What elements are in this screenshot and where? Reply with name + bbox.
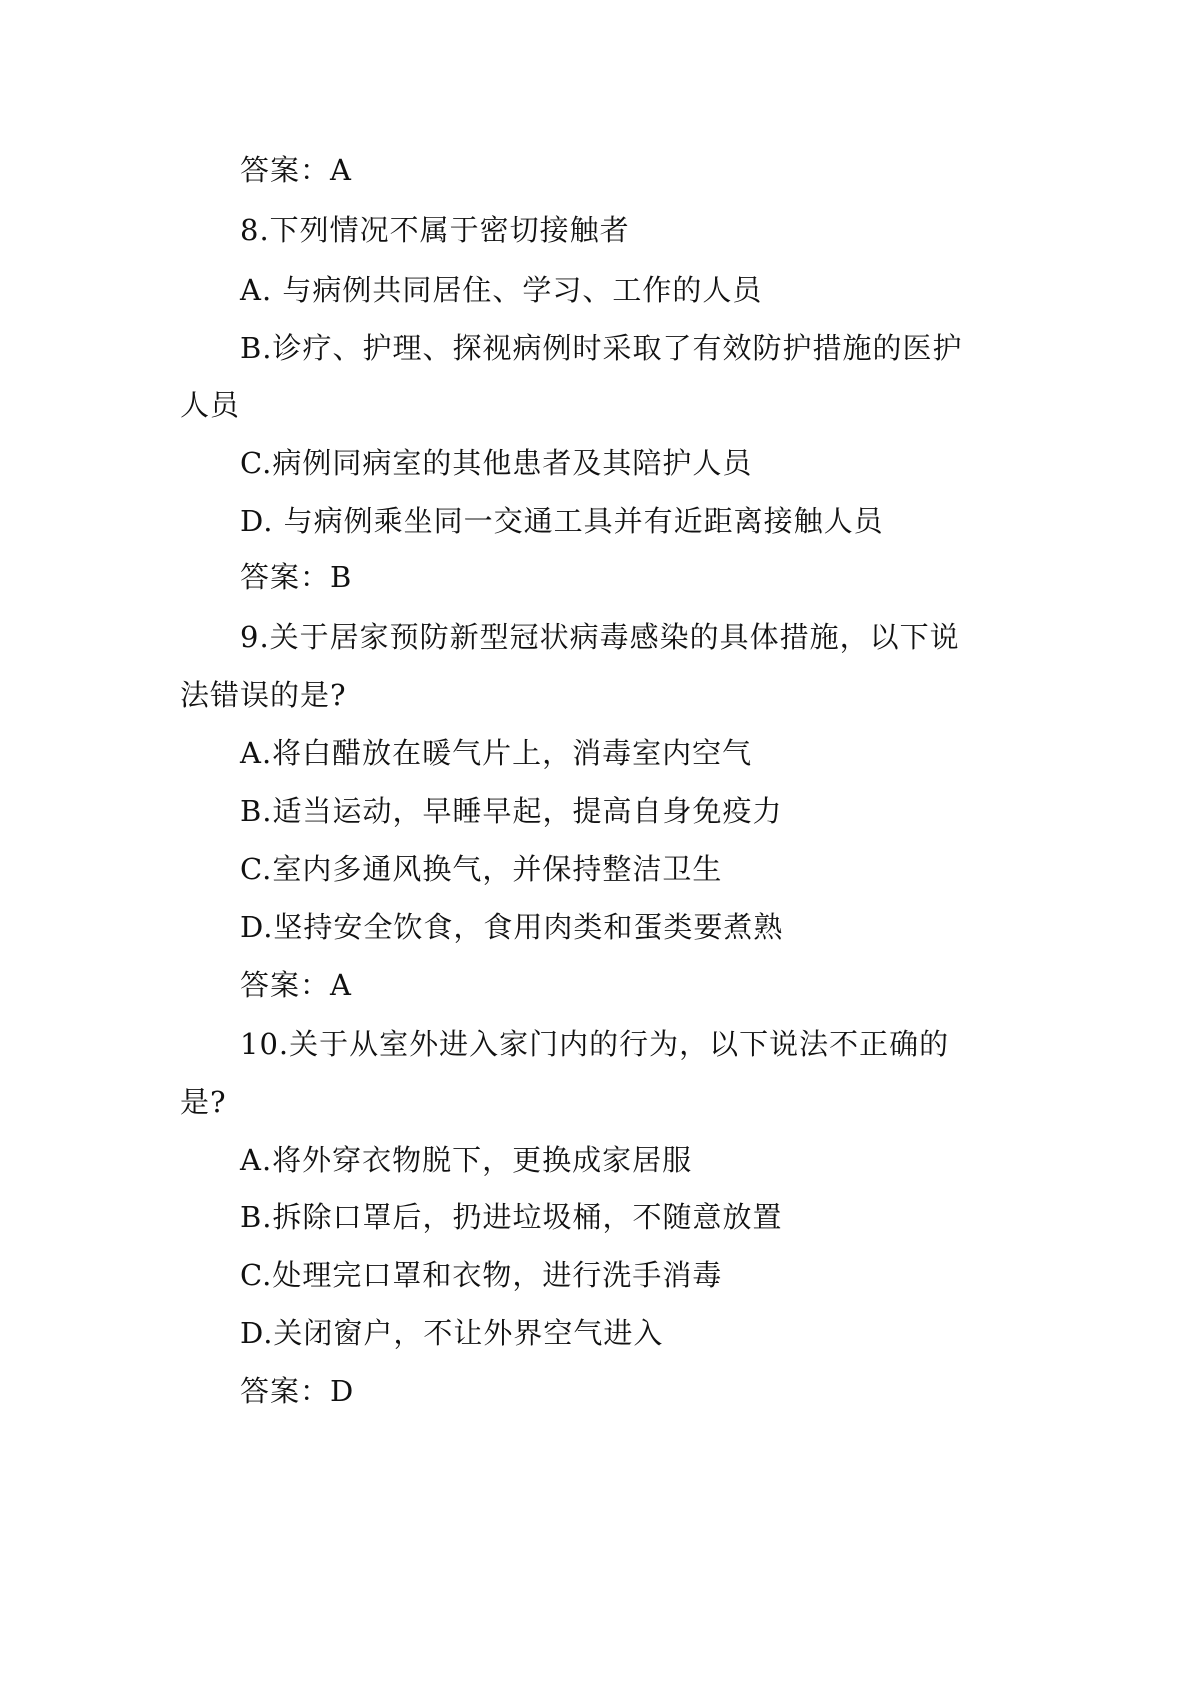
q9-option-a: A.将白醋放在暖气片上，消毒室内空气 xyxy=(240,736,753,770)
answer-q10: 答案：D xyxy=(240,1374,355,1408)
q8-option-d: D. 与病例乘坐同一交通工具并有近距离接触人员 xyxy=(240,504,884,538)
q10-option-b: B.拆除口罩后，扔进垃圾桶，不随意放置 xyxy=(240,1200,783,1234)
answer-q8: 答案：B xyxy=(240,560,353,594)
answer-q9: 答案：A xyxy=(240,968,352,1002)
question-9-continued: 法错误的是? xyxy=(180,678,347,712)
q8-option-b: B.诊疗、护理、探视病例时采取了有效防护措施的医护 xyxy=(240,331,963,365)
q8-option-a: A. 与病例共同居住、学习、工作的人员 xyxy=(240,273,763,307)
question-10: 10.关于从室外进入家门内的行为，以下说法不正确的 xyxy=(240,1027,950,1061)
answer-q7: 答案：A xyxy=(240,153,352,187)
q10-option-c: C.处理完口罩和衣物，进行洗手消毒 xyxy=(240,1258,723,1292)
q8-option-c: C.病例同病室的其他患者及其陪护人员 xyxy=(240,446,753,480)
question-10-continued: 是? xyxy=(180,1085,227,1119)
q9-option-b: B.适当运动，早睡早起，提高自身免疫力 xyxy=(240,794,783,828)
question-8: 8.下列情况不属于密切接触者 xyxy=(240,213,630,247)
question-9: 9.关于居家预防新型冠状病毒感染的具体措施，以下说 xyxy=(240,620,960,654)
q9-option-c: C.室内多通风换气，并保持整洁卫生 xyxy=(240,852,723,886)
q8-option-b-continued: 人员 xyxy=(180,388,241,422)
q9-option-d: D.坚持安全饮食，食用肉类和蛋类要煮熟 xyxy=(240,910,784,944)
q10-option-d: D.关闭窗户，不让外界空气进入 xyxy=(240,1316,664,1350)
q10-option-a: A.将外穿衣物脱下，更换成家居服 xyxy=(240,1143,693,1177)
